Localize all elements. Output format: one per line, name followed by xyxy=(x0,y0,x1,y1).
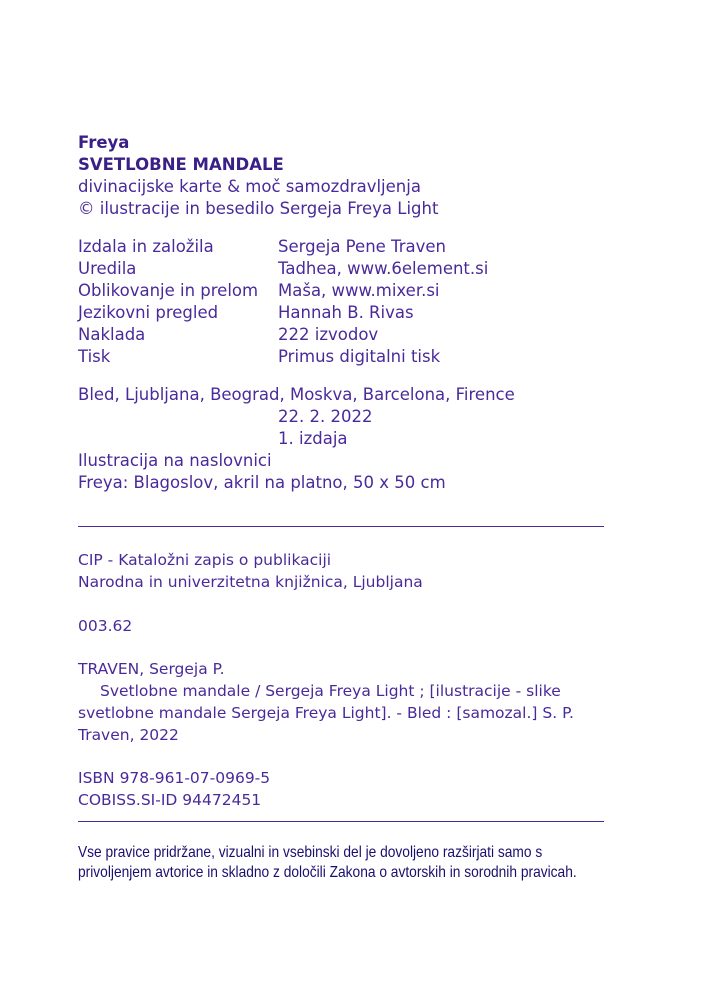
divider-top xyxy=(78,526,604,527)
credit-row-proofreading xyxy=(78,302,608,324)
credit-label: Jezikovni pregled xyxy=(78,303,219,322)
cip-description: Svetlobne mandale / Sergeja Freya Light ; [ilustracije - slike svetlobne mandale Sergeja Freya Light]. - Bled : [samozal.] S. P. Traven, 2022 xyxy=(78,682,574,744)
cip-entry-block xyxy=(78,658,608,746)
cobiss-id: COBISS.SI-ID 94472451 xyxy=(78,791,262,809)
cip-udc-block xyxy=(78,615,608,637)
publication-places: Bled, Ljubljana, Beograd, Moskva, Barcelona, Firence xyxy=(78,385,515,404)
colophon-page xyxy=(78,0,608,1000)
cip-udc: 003.62 xyxy=(78,617,133,635)
credit-value: Hannah B. Rivas xyxy=(278,303,414,322)
cip-title: CIP - Kataložni zapis o publikaciji xyxy=(78,551,332,569)
credit-label: Tisk xyxy=(78,347,111,366)
copyright-line: © ilustracije in besedilo Sergeja Freya Light xyxy=(78,199,439,218)
credit-label: Naklada xyxy=(78,325,146,344)
cip-library: Narodna in univerzitetna knjižnica, Ljubljana xyxy=(78,573,423,591)
credit-value: 222 izvodov xyxy=(278,325,379,344)
credit-row-printer xyxy=(78,346,608,368)
book-title: SVETLOBNE MANDALE xyxy=(78,155,284,174)
credit-value: Primus digitalni tisk xyxy=(278,347,441,366)
credit-label: Oblikovanje in prelom xyxy=(78,281,259,300)
credit-row-print-run xyxy=(78,324,608,346)
book-subtitle: divinacijske karte & moč samozdravljenja xyxy=(78,177,421,196)
author-name: Freya xyxy=(78,133,130,152)
credit-row-design xyxy=(78,280,608,302)
publication-date: 22. 2. 2022 xyxy=(278,407,373,426)
isbn: ISBN 978-961-07-0969-5 xyxy=(78,769,271,787)
credit-row-publisher xyxy=(78,236,608,258)
credit-value: Tadhea, www.6element.si xyxy=(278,259,489,278)
credit-label: Uredila xyxy=(78,259,137,278)
rights-notice: Vse pravice pridržane, vizualni in vsebinski del je dovoljeno razširjati samo s privoljenjem avtorice in skladno z določili Zakona o avtorskih in sorodnih pravicah. xyxy=(78,844,577,881)
edition: 1. izdaja xyxy=(278,429,348,448)
credit-label: Izdala in založila xyxy=(78,237,214,256)
cip-identifiers xyxy=(78,767,608,811)
cover-illustration-label: Ilustracija na naslovnici xyxy=(78,451,272,470)
cip-record xyxy=(78,549,608,593)
credits-list xyxy=(78,236,608,368)
cover-illustration-value: Freya: Blagoslov, akril na platno, 50 x 50 cm xyxy=(78,473,446,492)
credit-value: Sergeja Pene Traven xyxy=(278,237,446,256)
cip-main-entry: TRAVEN, Sergeja P. xyxy=(78,660,225,678)
divider-bottom xyxy=(78,821,604,822)
credit-value: Maša, www.mixer.si xyxy=(278,281,440,300)
credit-row-editor xyxy=(78,258,608,280)
